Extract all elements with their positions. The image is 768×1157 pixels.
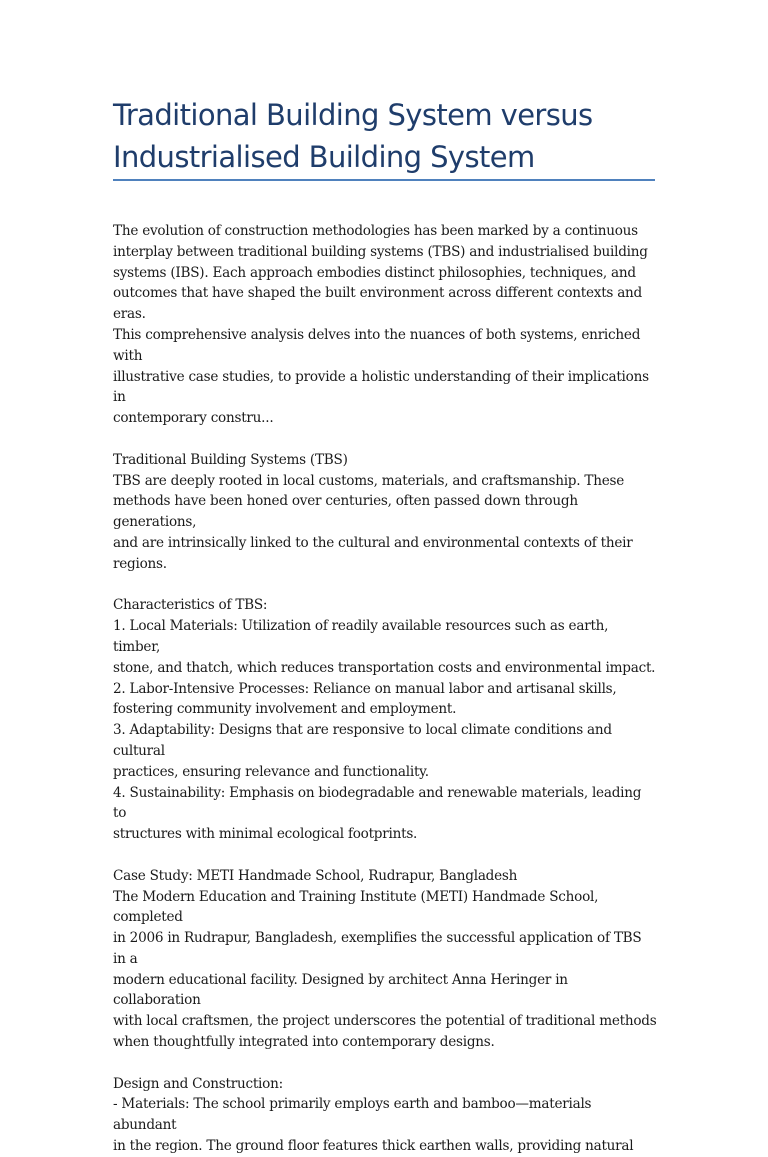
section-heading: Traditional Building Systems (TBS) xyxy=(113,451,348,468)
paragraph-gap xyxy=(113,1053,658,1074)
list-item: 2. Labor-Intensive Processes: Reliance on manual labor and artisanal skills, xyxy=(113,680,617,697)
text-line: practices, ensuring relevance and functionality. xyxy=(113,763,429,780)
section-heading: Design and Construction: xyxy=(113,1075,283,1092)
text-line: outcomes that have shaped the built environment across different contexts and eras. xyxy=(113,285,647,323)
text-line: modern educational facility. Designed by architect Anna Heringer in collaboration xyxy=(113,971,572,1009)
paragraph-gap xyxy=(113,575,658,596)
text-line: in the region. The ground floor features thick earthen walls, providing natural xyxy=(113,1138,634,1155)
document-body xyxy=(113,221,658,1157)
section-heading: Case Study: METI Handmade School, Rudrapur, Bangladesh xyxy=(113,867,518,884)
title-line: Industrialised Building System xyxy=(113,140,535,174)
text-line: systems (IBS). Each approach embodies distinct philosophies, techniques, and xyxy=(113,264,636,281)
text-line: methods have been honed over centuries, often passed down through generations, xyxy=(113,493,582,531)
text-line: structures with minimal ecological footprints. xyxy=(113,826,418,843)
section-heading: Characteristics of TBS: xyxy=(113,597,268,614)
text-line: The evolution of construction methodologies has been marked by a continuous xyxy=(113,223,638,239)
document-title xyxy=(113,94,655,178)
text-line: illustrative case studies, to provide a holistic understanding of their implications in xyxy=(113,368,653,406)
text-line: with local craftsmen, the project underscores the potential of traditional methods xyxy=(113,1013,657,1030)
text-line: contemporary constru... xyxy=(113,410,274,427)
title-line: Traditional Building System versus xyxy=(113,98,593,132)
list-item: 4. Sustainability: Emphasis on biodegradable and renewable materials, leading to xyxy=(113,784,646,822)
list-item: 3. Adaptability: Designs that are responsive to local climate conditions and cultural xyxy=(113,722,616,759)
text-line: and are intrinsically linked to the cultural and environmental contexts of their xyxy=(113,534,633,551)
text-line: interplay between traditional building systems (TBS) and industrialised building xyxy=(113,243,648,260)
text-line: TBS are deeply rooted in local customs, materials, and craftsmanship. These xyxy=(113,472,625,489)
text-line: fostering community involvement and employment. xyxy=(113,701,457,718)
list-item: 1. Local Materials: Utilization of readily available resources such as earth, timber, xyxy=(113,618,613,655)
text-line: when thoughtfully integrated into contemporary designs. xyxy=(113,1034,495,1051)
paragraph-gap xyxy=(113,845,658,866)
text-line: in 2006 in Rudrapur, Bangladesh, exemplifies the successful application of TBS in a xyxy=(113,930,646,967)
text-line: This comprehensive analysis delves into the nuances of both systems, enriched with xyxy=(113,326,645,364)
text-line: stone, and thatch, which reduces transportation costs and environmental impact. xyxy=(113,659,656,676)
paragraph-gap xyxy=(113,429,658,450)
list-item: - Materials: The school primarily employs earth and bamboo—materials abundant xyxy=(113,1096,596,1134)
text-line: regions. xyxy=(113,555,167,572)
text-line: The Modern Education and Training Institute (METI) Handmade School, completed xyxy=(113,888,603,926)
title-underline xyxy=(113,179,655,181)
